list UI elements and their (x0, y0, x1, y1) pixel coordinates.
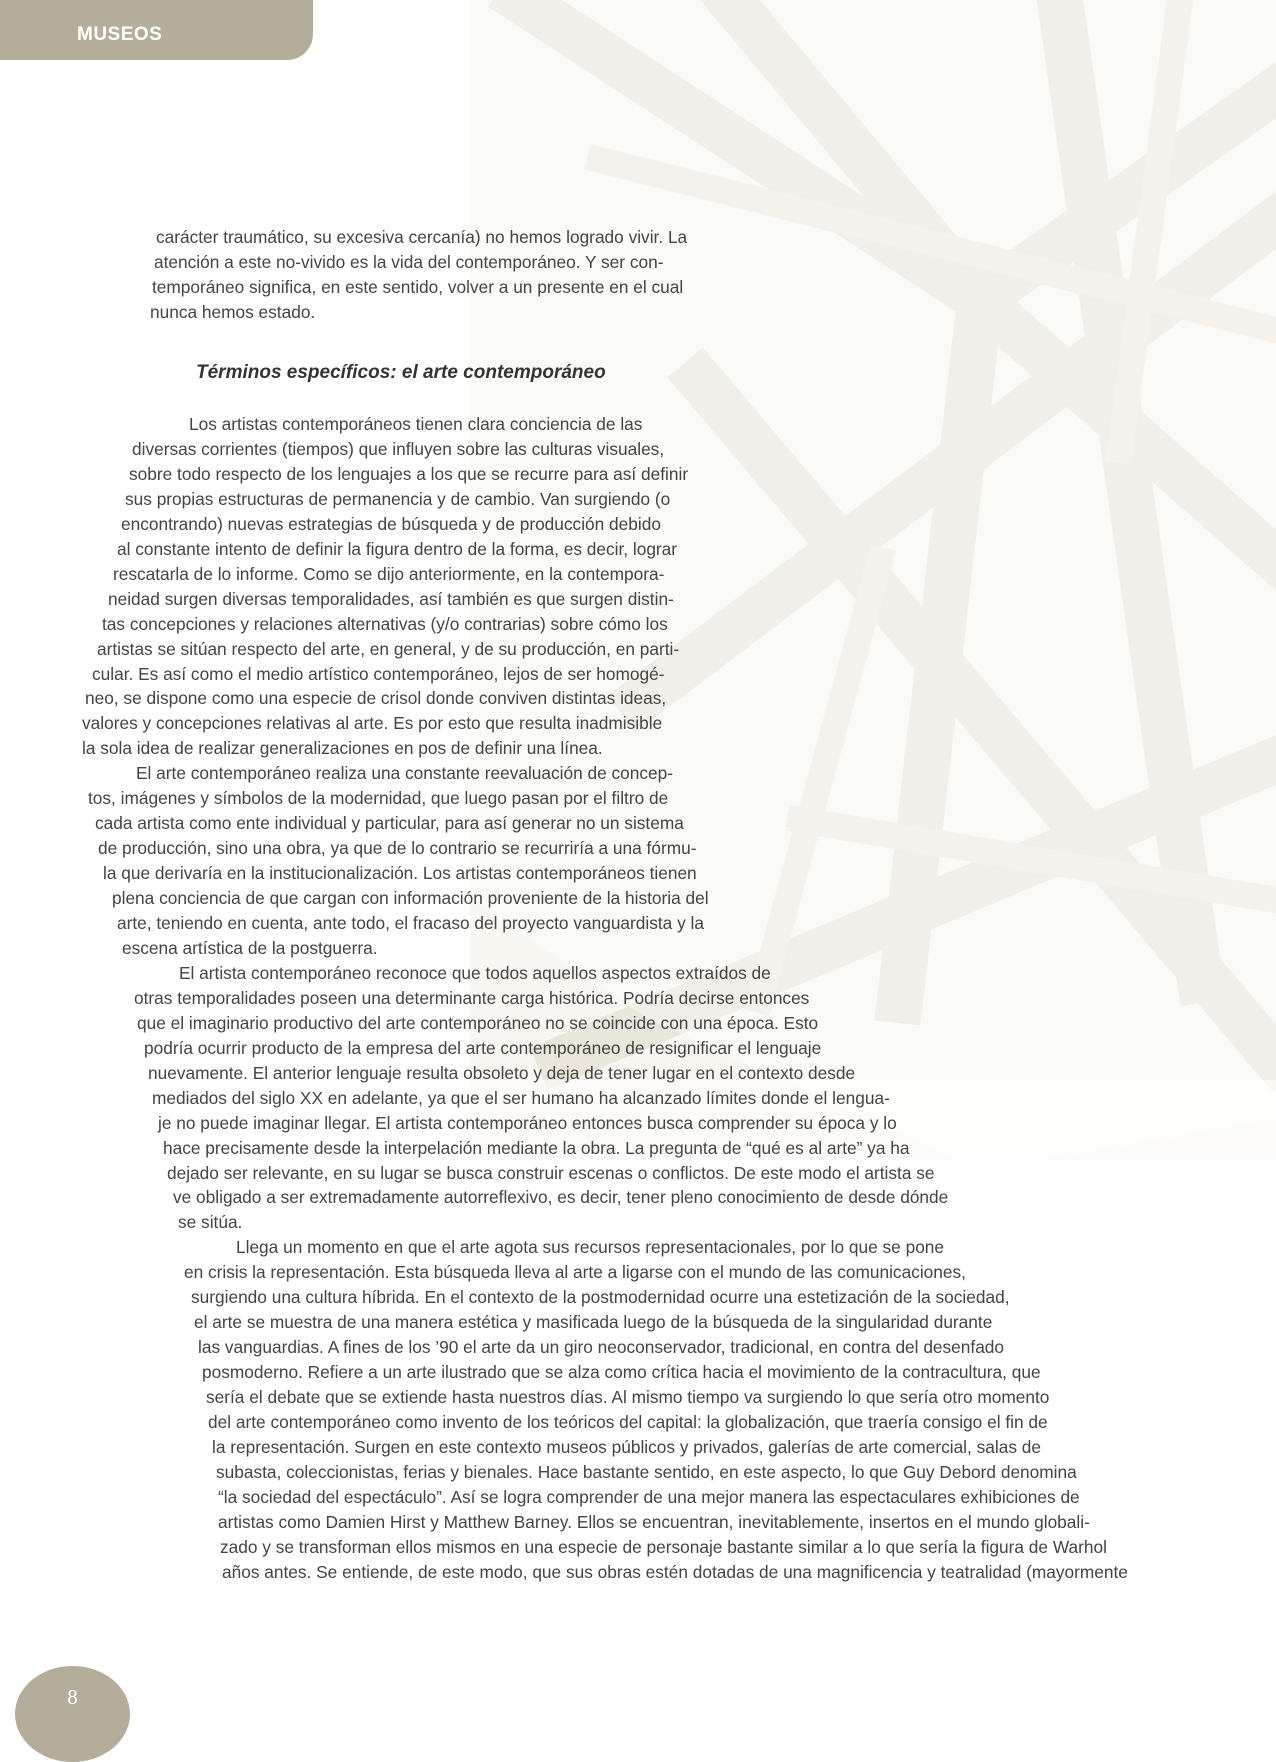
paragraph-line: hace precisamente desde la interpelación mediante la obra. La pregunta de “qué es al arte” ya ha (163, 1138, 910, 1158)
paragraph-line: nuevamente. El anterior lenguaje resulta obsoleto y deja de tener lugar en el contexto desde (148, 1063, 856, 1083)
paragraph-line: al constante intento de definir la figura dentro de la forma, es decir, lograr (117, 539, 678, 559)
paragraph-line: escena artística de la postguerra. (122, 938, 378, 958)
intro-line: atención a este no-vivido es la vida del contemporáneo. Y ser con- (154, 252, 664, 272)
paragraph-line: podría ocurrir producto de la empresa del arte contemporáneo de resignificar el lenguaje (144, 1038, 822, 1058)
paragraph-line: neo, se dispone como una especie de crisol donde conviven distintas ideas, (85, 688, 667, 708)
paragraph-line: El arte contemporáneo realiza una constante reevaluación de concep- (136, 763, 674, 783)
intro-line: nunca hemos estado. (150, 302, 316, 322)
paragraph-line: en crisis la representación. Esta búsqueda lleva al arte a ligarse con el mundo de las comunicaciones, (184, 1262, 966, 1282)
paragraph-line: sus propias estructuras de permanencia y de cambio. Van surgiendo (o (125, 489, 671, 509)
paragraph-line: Llega un momento en que el arte agota sus recursos representacionales, por lo que se pone (236, 1237, 945, 1257)
intro-line: carácter traumático, su excesiva cercanía) no hemos logrado vivir. La (156, 227, 688, 247)
paragraph-line: el arte se muestra de una manera estética y masificada luego de la búsqueda de la singularidad durante (194, 1312, 993, 1332)
paragraph-line: otras temporalidades poseen una determinante carga histórica. Podría decirse entonces (134, 988, 810, 1008)
paragraph-line: sería el debate que se extiende hasta nuestros días. Al mismo tiempo va surgiendo lo que sería otro momento (206, 1387, 1050, 1407)
section-tab-label: MUSEOS (77, 24, 163, 45)
paragraph-line: “la sociedad del espectáculo”. Así se logra comprender de una mejor manera las espectaculares exhibiciones de (218, 1487, 1080, 1507)
paragraph-line: se sitúa. (178, 1212, 243, 1232)
paragraph-line: del arte contemporáneo como invento de los teóricos del capital: la globalización, que traería consigo el fin de (208, 1412, 1048, 1432)
paragraph-line: tos, imágenes y símbolos de la modernidad, que luego pasan por el filtro de (88, 788, 669, 808)
paragraph-line: sobre todo respecto de los lenguajes a los que se recurre para así definir (129, 464, 689, 484)
paragraph-line: neidad surgen diversas temporalidades, así también es que surgen distin- (108, 589, 674, 609)
paragraph-line: encontrando) nuevas estrategias de búsqueda y de producción debido (121, 514, 661, 534)
paragraph-line: zado y se transforman ellos mismos en una especie de personaje bastante similar a lo que sería la figura de Warhol (220, 1537, 1107, 1557)
paragraph-line: plena conciencia de que cargan con información proveniente de la historia del (112, 888, 709, 908)
paragraph-line: Los artistas contemporáneos tienen clara conciencia de las (189, 414, 643, 434)
paragraph-line: posmoderno. Refiere a un arte ilustrado que se alza como crítica hacia el movimiento de la contracultura, que (202, 1362, 1041, 1382)
paragraph-line: ve obligado a ser extremadamente autorreflexivo, es decir, tener pleno conocimiento de desde dónde (173, 1187, 949, 1207)
section-heading: Términos específicos: el arte contemporáneo (196, 362, 606, 383)
paragraph-line: de producción, sino una obra, ya que de lo contrario se recurriría a una fórmu- (98, 838, 697, 858)
paragraph-line: la que derivaría en la institucionalización. Los artistas contemporáneos tienen (103, 863, 697, 883)
paragraph-line: cular. Es así como el medio artístico contemporáneo, lejos de ser homogé- (92, 664, 665, 684)
paragraph-line: años antes. Se entiende, de este modo, que sus obras estén dotadas de una magnificencia y teatralidad (mayormente (222, 1562, 1128, 1582)
paragraph-line: rescatarla de lo informe. Como se dijo anteriormente, en la contempora- (113, 564, 665, 584)
paragraph-line: valores y concepciones relativas al arte. Es por esto que resulta inadmisible (82, 713, 663, 733)
paragraph-line: diversas corrientes (tiempos) que influyen sobre las culturas visuales, (132, 439, 665, 459)
paragraph-line: la sola idea de realizar generalizaciones en pos de definir una línea. (82, 738, 603, 758)
paragraph-line: tas concepciones y relaciones alternativas (y/o contrarias) sobre cómo los (102, 614, 668, 634)
paragraph-line: artistas se sitúan respecto del arte, en general, y de su producción, en parti- (97, 639, 680, 659)
paragraph-line: la representación. Surgen en este contexto museos públicos y privados, galerías de arte comercial, salas de (212, 1437, 1041, 1457)
paragraph-line: surgiendo una cultura híbrida. En el contexto de la postmodernidad ocurre una estetización de la sociedad, (191, 1287, 1010, 1307)
paragraph-line: que el imaginario productivo del arte contemporáneo no se coincide con una época. Esto (137, 1013, 819, 1033)
section-tab (0, 0, 313, 60)
intro-line: temporáneo significa, en este sentido, volver a un presente en el cual (152, 277, 684, 297)
paragraph-line: je no puede imaginar llegar. El artista contemporáneo entonces busca comprender su época y lo (158, 1113, 897, 1133)
paragraph-line: El artista contemporáneo reconoce que todos aquellos aspectos extraídos de (179, 963, 771, 983)
paragraph-line: artistas como Damien Hirst y Matthew Barney. Ellos se encuentran, inevitablemente, insertos en el mundo globali- (218, 1512, 1090, 1532)
paragraph-line: dejado ser relevante, en su lugar se busca construir escenas o conflictos. De este modo el artista se (167, 1163, 935, 1183)
paragraph-line: mediados del siglo XX en adelante, ya que el ser humano ha alcanzado límites donde el lengua- (152, 1088, 890, 1108)
paragraph-line: cada artista como ente individual y particular, para así generar no un sistema (95, 813, 684, 833)
page-number: 8 (67, 1685, 78, 1709)
paragraph-line: arte, teniendo en cuenta, ante todo, el fracaso del proyecto vanguardista y la (117, 913, 704, 933)
paragraph-line: subasta, coleccionistas, ferias y bienales. Hace bastante sentido, en este aspecto, lo que Guy Debord denomina (216, 1462, 1077, 1482)
paragraph-line: las vanguardias. A fines de los ’90 el arte da un giro neoconservador, tradicional, en contra del desenfado (198, 1337, 1005, 1357)
